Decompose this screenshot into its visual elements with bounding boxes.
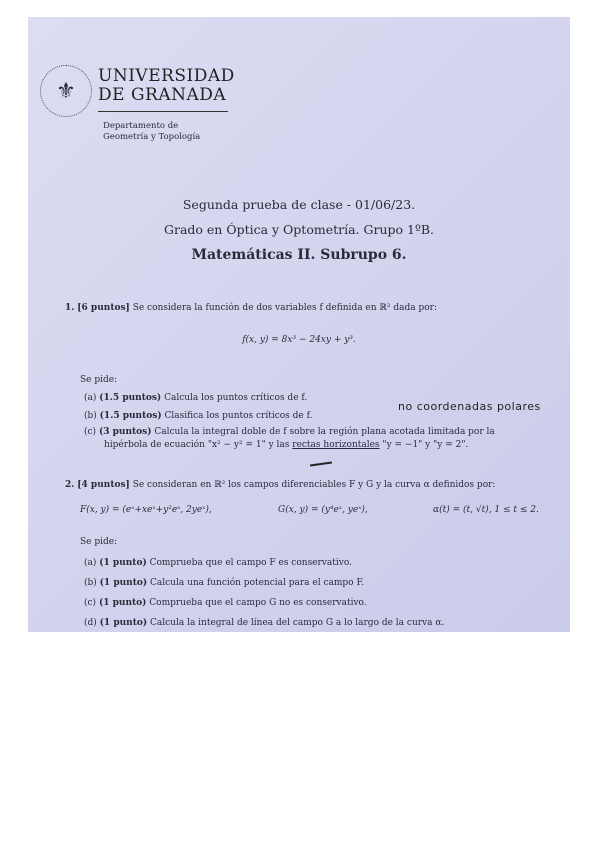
q2-text: Se consideran en ℝ² los campos diferenciables F y G y la curva α definidos por:	[132, 480, 496, 490]
q2-items-3-label: (d)	[84, 618, 97, 628]
q1-items-2-label: (c)	[84, 427, 97, 437]
handwritten-note: no coordenadas polares	[398, 400, 541, 413]
q1-items-1-text: Clasifica los puntos críticos de f.	[164, 411, 313, 421]
title-1: Segunda prueba de clase - 01/06/23.	[182, 197, 416, 212]
q2-items-3-points: (1 punto)	[99, 618, 148, 628]
q2-G: G(x, y) = (y⁴eˣ, yeˣ),	[278, 505, 368, 515]
q2-item-a	[84, 558, 352, 568]
uni-line2: DE GRANADA	[98, 85, 227, 105]
q2-item-d	[84, 618, 444, 628]
q2-items-0-points: (1 punto)	[99, 558, 147, 568]
q1-points: [6 puntos]	[77, 303, 130, 313]
q1-items-1-points: (1.5 puntos)	[99, 411, 162, 421]
q2-points: [4 puntos]	[77, 480, 130, 490]
uni-line1: UNIVERSIDAD	[98, 66, 235, 86]
q1-item-c	[84, 427, 495, 437]
underlined-text: rectas horizontales	[292, 440, 380, 450]
q2-F: F(x, y) = (eˣ+xeˣ+y²eˣ, 2yeˣ),	[80, 505, 212, 515]
q1-text: Se considera la función de dos variables f definida en ℝ² dada por:	[132, 303, 437, 313]
q2-items-0-label: (a)	[84, 558, 97, 568]
q1-se-pide: Se pide:	[80, 375, 118, 385]
q2-items-1-text: Calcula una función potencial para el campo F.	[150, 578, 365, 588]
department	[103, 121, 200, 143]
q2-se-pide: Se pide:	[80, 537, 118, 547]
q2-items-2-text: Comprueba que el campo G no es conservativo.	[149, 598, 367, 608]
dept-line2: Geometría y Topología	[103, 132, 201, 142]
q1-items-2-points: (3 puntos)	[98, 427, 152, 437]
q2-items-2-points: (1 punto)	[98, 598, 147, 608]
q1-num: 1.	[65, 303, 75, 313]
q1-items-1-label: (b)	[84, 411, 97, 421]
university-name	[98, 67, 235, 105]
handwritten-mark	[310, 461, 332, 466]
exam-photo	[28, 17, 570, 632]
divider	[98, 111, 228, 112]
title-3: Matemáticas II. Subrupo 6.	[191, 247, 407, 263]
q1-items-2-text2a: hipérbola de ecuación "x² − y² = 1" y las	[104, 440, 293, 450]
q2-items-1-points: (1 punto)	[99, 578, 148, 588]
title-2: Grado en Óptica y Optometría. Grupo 1ºB.	[163, 222, 434, 237]
q2-items-3-text: Calcula la integral de línea del campo G a lo largo de la curva α.	[150, 618, 445, 628]
q1-items-2-text: Calcula la integral doble de f sobre la región plana acotada limitada por la	[154, 427, 495, 437]
q2-alpha: α(t) = (t, √t), 1 ≤ t ≤ 2.	[433, 505, 539, 515]
q2-statement	[65, 480, 495, 490]
q1-item-b	[84, 411, 313, 421]
q1-statement	[65, 303, 437, 313]
q1-items-0-label: (a)	[84, 393, 97, 403]
university-seal-icon: ⚜	[40, 65, 92, 117]
q1-items-0-text: Calcula los puntos críticos de f.	[164, 393, 308, 403]
q1-items-0-points: (1.5 puntos)	[99, 393, 162, 403]
q2-num: 2.	[65, 480, 75, 490]
q1-item-c-cont	[104, 440, 468, 450]
q2-items-1-label: (b)	[84, 578, 97, 588]
q2-items-0-text: Comprueba que el campo F es conservativo.	[149, 558, 352, 568]
q2-item-c	[84, 598, 367, 608]
q2-item-b	[84, 578, 364, 588]
q1-item-a	[84, 393, 307, 403]
q1-formula: f(x, y) = 8x³ − 24xy + y³.	[242, 335, 356, 345]
q1-items-2-text2b: "y = −1" y "y = 2".	[379, 440, 469, 450]
dept-line1: Departamento de	[103, 121, 179, 131]
q2-items-2-label: (c)	[84, 598, 97, 608]
